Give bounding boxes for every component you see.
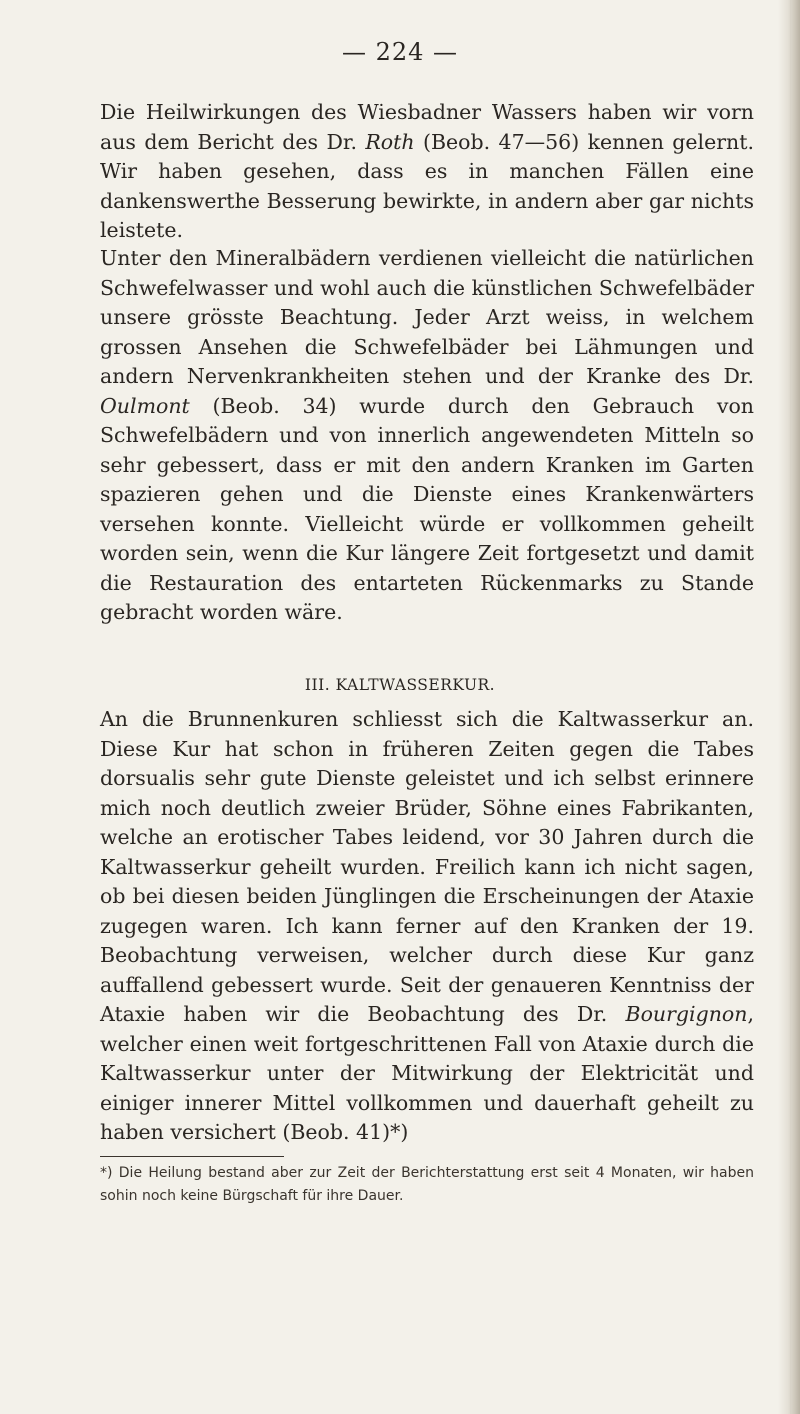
page-edge-shadow bbox=[778, 0, 800, 1414]
paragraph-3-text-b: , welcher einen weit fortgeschrittenen Fall von Ataxie durch die Kaltwasserkur unter der Mitwirkung der Elektricität und einiger innerer Mittel vollkommen und dauerhaft geheilt zu haben versichert (Beob. 41)*) bbox=[100, 1002, 754, 1144]
paragraph-2 bbox=[100, 244, 754, 628]
author-name-roth: Roth bbox=[365, 129, 415, 154]
paragraph-2-text-a: Unter den Mineralbädern verdienen vielleicht die natürlichen Schwefelwasser und wohl auch die künstlichen Schwefelbäder unsere grösste Beachtung. Jeder Arzt weiss, in welchem grossen Ansehen die Schwefelbäder bei Lähmungen und andern Nervenkrankheiten stehen und der Kranke des Dr. bbox=[100, 246, 754, 388]
paragraph-3 bbox=[100, 705, 754, 1148]
paragraph-1 bbox=[100, 98, 754, 246]
author-name-oulmont: Oulmont bbox=[100, 393, 190, 418]
page-number: — 224 — bbox=[341, 38, 459, 66]
page-edge-line bbox=[790, 0, 792, 1414]
paragraph-1-text-a: Die Heilwirkungen des Wiesbadner Wassers haben wir vorn aus dem Bericht des Dr. bbox=[100, 100, 754, 154]
paragraph-2-text-b: (Beob. 34) wurde durch den Gebrauch von Schwefelbädern und von innerlich angewendeten Mitteln so sehr gebessert, dass er mit den andern Kranken im Garten spazieren gehen und die Dienste eines Krankenwärters versehen konnte. Vielleicht würde er vollkommen geheilt worden sein, wenn die Kur längere Zeit fortgesetzt und damit die Restauration des entarteten Rückenmarks zu Stande gebracht worden wäre. bbox=[100, 393, 754, 624]
section-heading: III. KALTWASSERKUR. bbox=[304, 676, 496, 694]
author-name-bourgignon: Bourgignon bbox=[625, 1002, 748, 1026]
paragraph-3-text-a: An die Brunnenkuren schliesst sich die Kaltwasserkur an. Diese Kur hat schon in früheren Zeiten gegen die Tabes dorsualis sehr gute Dienste geleistet und ich selbst erinnere mich noch deutlich zweier Brüder, Söhne eines Fabrikanten, welche an erotischer Tabes leidend, vor 30 Jahren durch die Kaltwasserkur geheilt wurden. Freilich kann ich nicht sagen, ob bei diesen beiden Jünglingen die Erscheinungen der Ataxie zugegen waren. Ich kann ferner auf den Kranken der 19. Beobachtung verweisen, welcher durch diese Kur ganz auffallend gebessert wurde. Seit der genaueren Kenntniss der Ataxie haben wir die Beobachtung des Dr. bbox=[100, 707, 754, 1026]
paragraph-1-text-b: (Beob. 47—56) kennen gelernt. Wir haben gesehen, dass es in manchen Fällen eine dankenswerthe Besserung bewirkte, in andern aber gar nichts leistete. bbox=[100, 129, 754, 242]
footnote: *) Die Heilung bestand aber zur Zeit der Berichterstattung erst seit 4 Monaten, wir haben sohin noch keine Bürgschaft für ihre Dauer. bbox=[100, 1165, 754, 1204]
footnote-rule bbox=[100, 1156, 284, 1157]
